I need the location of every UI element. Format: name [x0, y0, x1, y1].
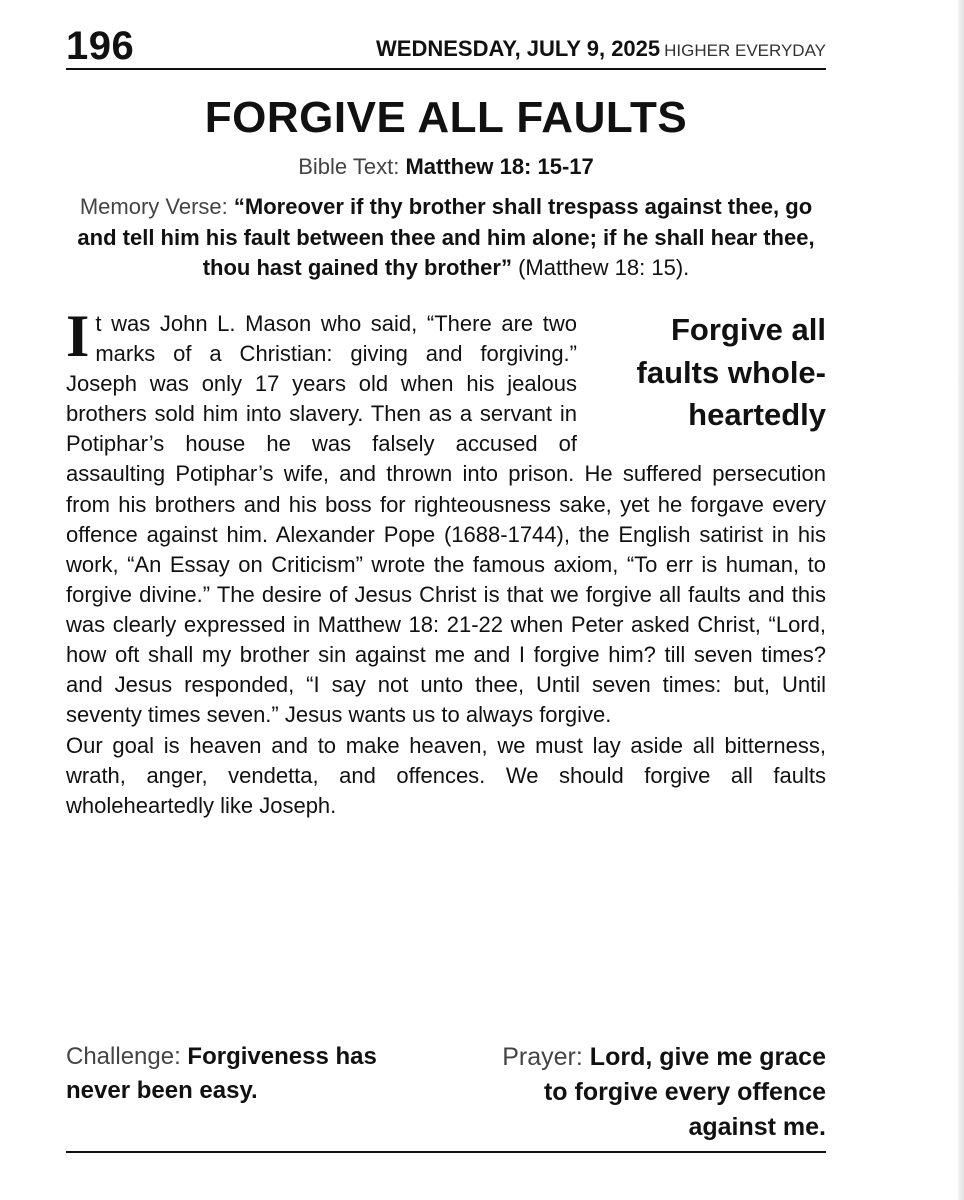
memory-verse-label: Memory Verse: — [79, 194, 228, 220]
header-date-line — [376, 36, 826, 62]
bible-text-reference: Matthew 18: 15-17 — [405, 154, 594, 180]
page-edge-shadow — [958, 0, 964, 1200]
memory-verse-reference: (Matthew 18: 15). — [518, 254, 690, 280]
challenge-prayer-section — [66, 1040, 826, 1150]
prayer-label: Prayer: — [502, 1043, 583, 1071]
devotional-body — [66, 302, 826, 821]
body-paragraph-2: Our goal is heaven and to make heaven, we must lay aside all bitterness, wrath, anger, vendetta, and offences. We should forgive all faults wholeheartedly like Joseph. — [66, 732, 826, 818]
drop-cap: I — [66, 302, 90, 369]
challenge — [66, 1040, 396, 1107]
memory-verse-text: “Moreover if thy brother shall trespass against thee, go and tell him his fault between thee and him alone; if he shall hear thee, thou hast gained thy brother” — [77, 194, 815, 280]
header-date: WEDNESDAY, JULY 9, 2025 — [376, 36, 661, 61]
prayer — [486, 1040, 826, 1145]
memory-verse — [71, 192, 821, 282]
publication-name: HIGHER EVERYDAY — [664, 41, 826, 60]
pull-quote: Forgive all faults whole-heartedly — [636, 311, 826, 433]
challenge-label: Challenge: — [66, 1043, 181, 1070]
page-title: FORGIVE ALL FAULTS — [204, 93, 688, 142]
devotional-page — [66, 18, 826, 1141]
bible-text — [66, 154, 826, 180]
footer-rule — [66, 1151, 826, 1153]
body-paragraph-1-text: t was John L. Mason who said, “There are two marks of a Christian: giving and forgiving.” Joseph was only 17 years old when his jealous brothers sold him into slavery. Then as a servant in Potiphar’s house he was falsely accused of assaulting Potiphar’s wife, and thrown into prison. He suffered persecution from his brothers and his boss for righteousness sake, yet he forgave every offence against him. Alexander Pope (1688-1744), the English satirist in his work, “An Essay on Criticism” wrote the famous axiom, “To err is human, to forgive divine.” The desire of Jesus Christ is that we forgive all faults and this was clearly expressed in Matthew 18: 21-22 when Peter asked Christ, “Lord, how oft shall my brother sin against me and I forgive him? till seven times? and Jesus responded, “I say not unto thee, Until seven times: but, Until seventy times seven.” Jesus wants us to always forgive. — [66, 310, 826, 728]
challenge-text: Forgiveness has never been easy. — [66, 1043, 377, 1104]
bible-text-label: Bible Text: — [298, 154, 400, 180]
page-number: 196 — [66, 24, 135, 68]
prayer-text: Lord, give me grace to forgive every offence against me. — [543, 1043, 826, 1141]
page-header — [66, 18, 826, 70]
